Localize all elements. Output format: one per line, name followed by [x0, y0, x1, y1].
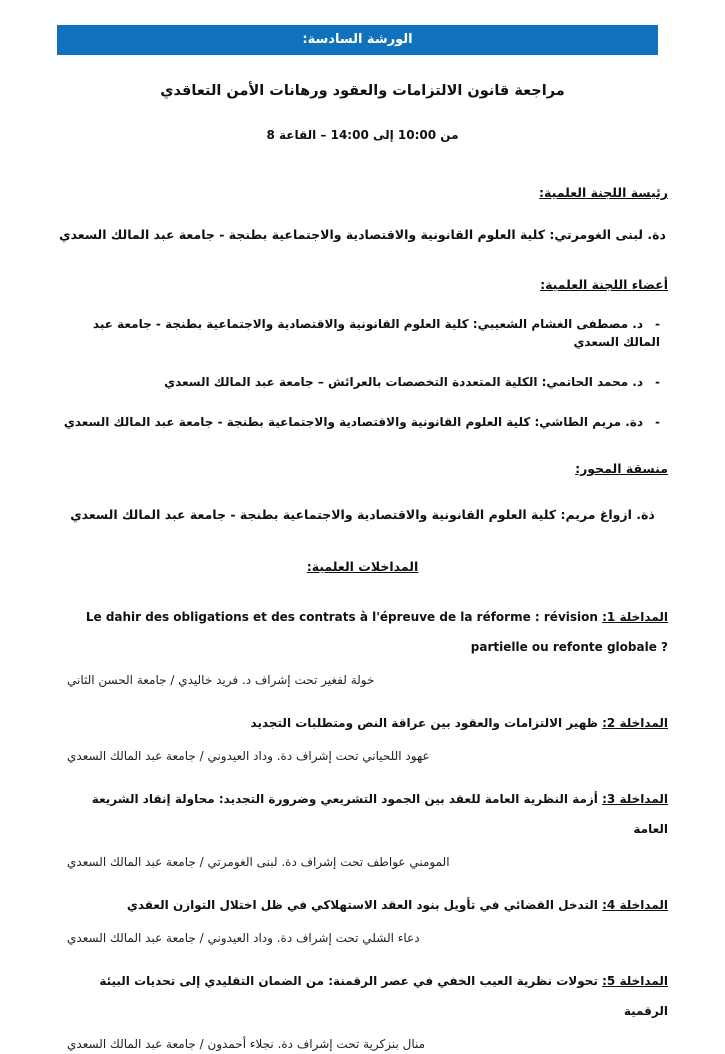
intervention-title-text: أزمة النظرية العامة للعقد بين الجمود التشريعي وضرورة التجديد: محاولة إنقاد الشريعة العامة: [91, 792, 668, 836]
member-item: - د. مصطفى الغشام الشعيبي: كلية العلوم القانونية والاقتصادية والاجتماعية بطنجة - جامعة عبد المالك السعدي: [57, 315, 660, 351]
intervention-label: المداخلة 5:: [602, 974, 668, 988]
intervention-label: المداخلة 1:: [602, 610, 668, 624]
intervention-title-text: تحولات نظرية العيب الخفي في عصر الرقمنة: من الضمان التقليدي إلى تحديات البيئة الرقمية: [99, 974, 668, 1018]
chair-heading: رئيسة اللجنة العلمية:: [539, 185, 668, 200]
intervention-presenter: عهود اللحياني تحت إشراف دة. وداد العيدوني / جامعة عبد المالك السعدي: [67, 749, 430, 763]
intervention-title: [57, 890, 668, 920]
interventions-heading: المداخلات العلمية:: [306, 559, 419, 574]
intervention-presenter: خولة لفغير تحت إشراف د. فريد خاليدي / جامعة الحسن الثاني: [67, 673, 375, 687]
intervention-title-text: Le dahir des obligations et des contrats à l'épreuve de la réforme : révision partielle ou refonte globale ?: [85, 610, 668, 654]
intervention-title: [57, 602, 668, 662]
coordinator-heading: منسقة المحور:: [575, 461, 668, 476]
members-list: [57, 315, 668, 431]
workshop-schedule: من 10:00 إلى 14:00 – القاعة 8: [266, 128, 459, 142]
intervention-presenter: المومني عواطف تحت إشراف دة. لبنى الغومرتي / جامعة عبد المالك السعدي: [67, 855, 450, 869]
intervention-label: المداخلة 4:: [602, 898, 668, 912]
members-heading: أعضاء اللجنة العلمية:: [540, 277, 668, 292]
member-item: - د. محمد الحاتمي: الكلية المتعددة التخصصات بالعرائش – جامعة عبد المالك السعدي: [57, 373, 660, 391]
intervention-label: المداخلة 2:: [602, 716, 668, 730]
chair-person: دة. لبنى الغومرتي: كلية العلوم القانونية والاقتصادية والاجتماعية بطنجة - جامعة عبد المالك السعدي: [59, 227, 666, 242]
workshop-banner: الورشة السادسة:: [57, 25, 658, 55]
intervention-title: [57, 966, 668, 1026]
intervention-title: [57, 708, 668, 738]
document-page: [0, 25, 725, 1049]
workshop-title: مراجعة قانون الالتزامات والعقود ورهانات الأمن التعاقدي: [160, 83, 565, 99]
member-item: - دة. مريم الطاشي: كلية العلوم القانونية والاقتصادية والاجتماعية بطنجة - جامعة عبد المالك السعدي: [57, 413, 660, 431]
intervention-label: المداخلة 3:: [602, 792, 668, 806]
intervention-title-text: التدخل القضائي في تأويل بنود العقد الاستهلاكي في ظل اختلال التوازن العقدي: [126, 898, 598, 912]
intervention-presenter: دعاء الشلي تحت إشراف دة. وداد العيدوني / جامعة عبد المالك السعدي: [67, 931, 420, 945]
coordinator-person: ذة. ازواغ مريم: كلية العلوم القانونية والاقتصادية والاجتماعية بطنجة - جامعة عبد المالك السعدي: [70, 507, 655, 522]
intervention-title-text: ظهير الالتزامات والعقود بين عراقة النص ومتطلبات التجديد: [250, 716, 598, 730]
intervention-presenter: منال بنزكرية تحت إشراف دة. نجلاء أحمدون / جامعة عبد المالك السعدي: [67, 1037, 426, 1051]
intervention-title: [57, 784, 668, 844]
